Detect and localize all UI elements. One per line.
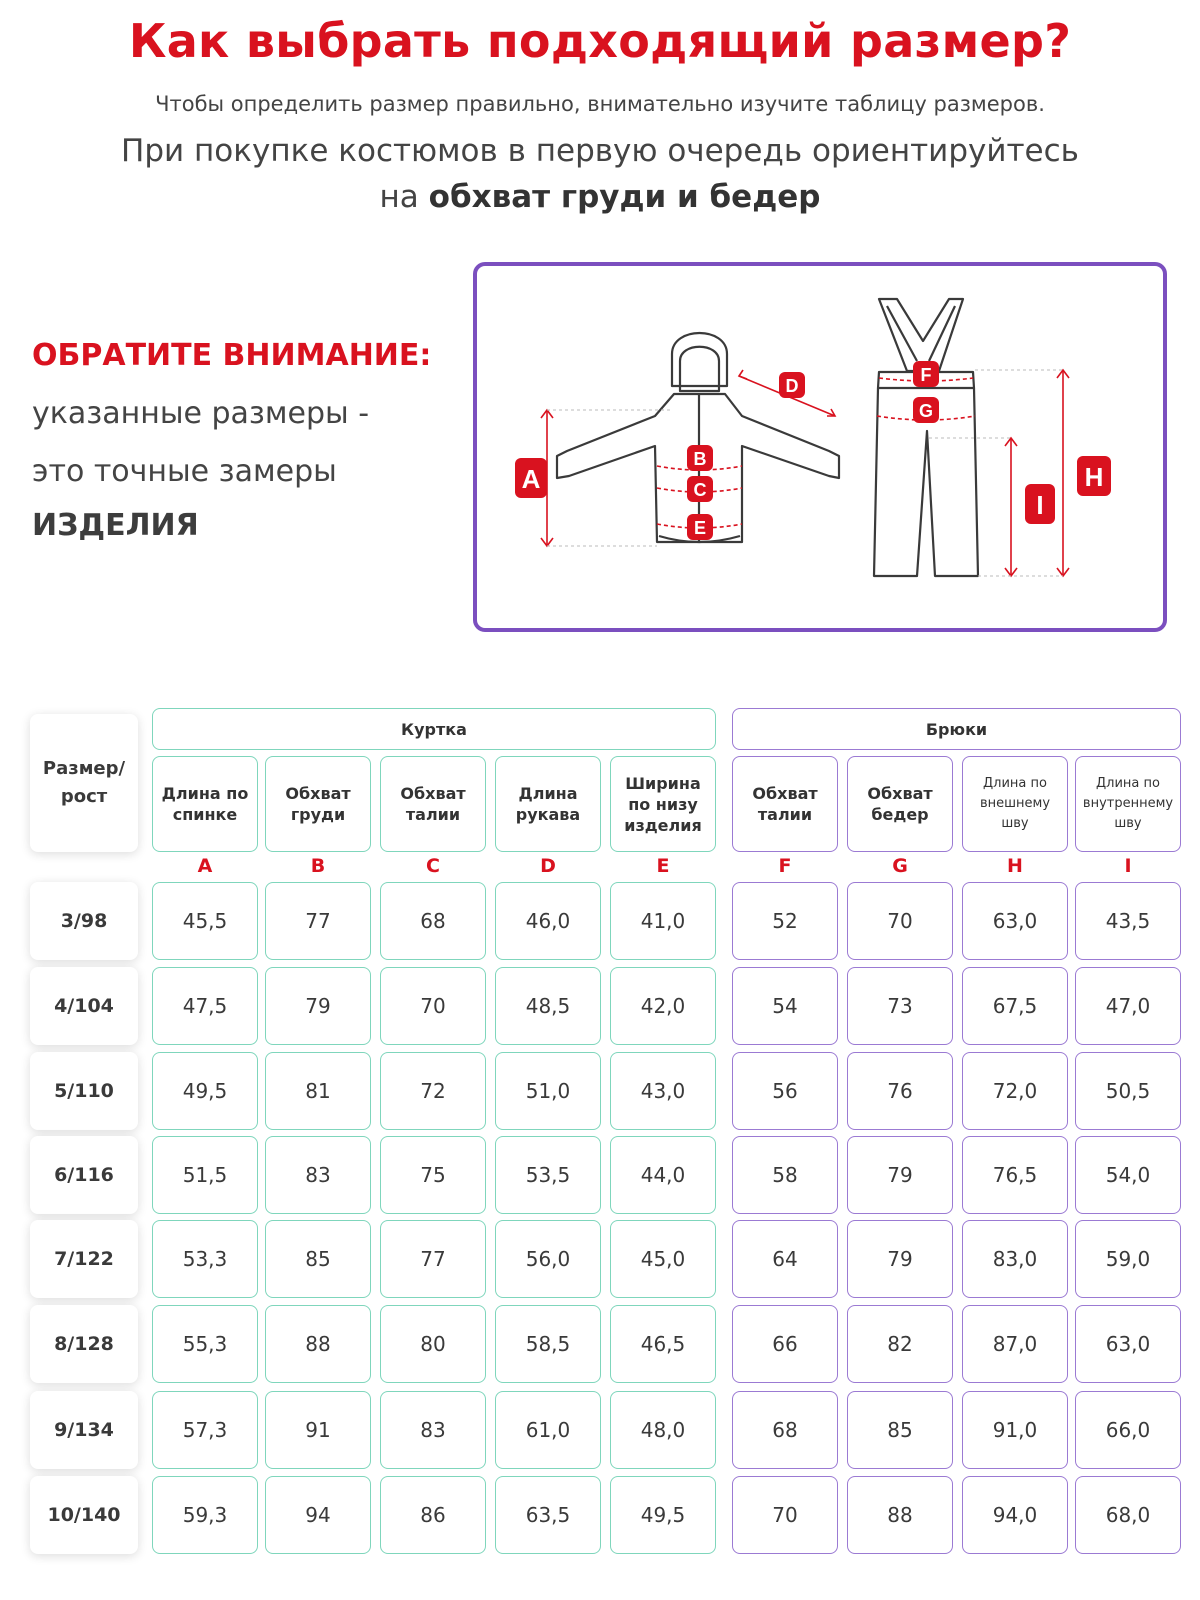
table-cell: 54,0 [1075,1136,1181,1214]
table-cell: 94 [265,1476,371,1554]
table-cell: 41,0 [610,882,716,960]
table-cell: 64 [732,1220,838,1298]
table-cell: 66 [732,1305,838,1383]
table-cell: 45,0 [610,1220,716,1298]
table-cell: 63,0 [1075,1305,1181,1383]
table-cell: 68,0 [1075,1476,1181,1554]
column-letter: F [778,855,792,877]
column-header: Обхват талии [732,756,838,852]
table-cell: 42,0 [610,967,716,1045]
measurement-diagram [473,262,1167,632]
column-letter: B [310,855,326,877]
page-title: Как выбрать подходящий размер? [128,14,1072,68]
pants-group-header: Брюки [732,708,1181,750]
table-cell: 70 [732,1476,838,1554]
label-b: B [693,449,707,469]
table-cell: 54 [732,967,838,1045]
column-letter: A [197,855,213,877]
column-header: Длина по спинке [152,756,258,852]
table-cell: 77 [380,1220,486,1298]
table-cell: 51,5 [152,1136,258,1214]
table-cell: 59,0 [1075,1220,1181,1298]
label-a: A [521,464,541,494]
table-cell: 83 [380,1391,486,1469]
table-cell: 45,5 [152,882,258,960]
table-cell: 63,5 [495,1476,601,1554]
lead-bold: обхват груди и бедер [428,179,821,215]
table-cell: 82 [847,1305,953,1383]
column-header: Обхват бедер [847,756,953,852]
page-subtitle: Чтобы определить размер правильно, внимательно изучите таблицу размеров. [155,92,1045,116]
table-cell: 46,0 [495,882,601,960]
size-label: 3/98 [30,882,138,960]
table-cell: 59,3 [152,1476,258,1554]
column-header: Ширина по низу изделия [610,756,716,852]
table-cell: 75 [380,1136,486,1214]
label-c: C [693,480,707,500]
table-cell: 51,0 [495,1052,601,1130]
table-cell: 83,0 [962,1220,1068,1298]
column-letter: I [1124,855,1132,877]
column-header: Длина по внешнему шву [962,756,1068,852]
table-cell: 57,3 [152,1391,258,1469]
table-cell: 56,0 [495,1220,601,1298]
size-column-header: Размер/ рост [30,714,138,852]
table-cell: 85 [265,1220,371,1298]
table-cell: 72,0 [962,1052,1068,1130]
table-cell: 53,5 [495,1136,601,1214]
table-cell: 43,0 [610,1052,716,1130]
table-cell: 67,5 [962,967,1068,1045]
attention-block [32,338,452,551]
table-cell: 61,0 [495,1391,601,1469]
table-cell: 68 [732,1391,838,1469]
column-header: Длина рукава [495,756,601,852]
attention-line-2: это точные замеры [32,454,337,489]
column-header: Обхват груди [265,756,371,852]
attention-heading: ОБРАТИТЕ ВНИМАНИЕ: [32,338,432,373]
table-cell: 76,5 [962,1136,1068,1214]
size-label: 6/116 [30,1136,138,1214]
table-cell: 49,5 [152,1052,258,1130]
size-label: 9/134 [30,1391,138,1469]
column-header: Обхват талии [380,756,486,852]
table-cell: 79 [265,967,371,1045]
label-g: G [918,401,934,421]
table-cell: 56 [732,1052,838,1130]
table-cell: 79 [847,1136,953,1214]
table-cell: 53,3 [152,1220,258,1298]
label-d: D [785,376,799,396]
table-cell: 48,5 [495,967,601,1045]
table-cell: 52 [732,882,838,960]
lead-line-2 [0,174,1200,220]
attention-line-1: указанные размеры - [32,396,370,431]
table-cell: 66,0 [1075,1391,1181,1469]
label-h: H [1084,462,1104,492]
size-label: 5/110 [30,1052,138,1130]
table-cell: 86 [380,1476,486,1554]
column-header: Длина по внутреннему шву [1075,756,1181,852]
table-cell: 83 [265,1136,371,1214]
lead-line-1: При покупке костюмов в первую очередь ориентируйтесь [121,133,1079,169]
table-cell: 47,5 [152,967,258,1045]
column-letter: E [656,855,670,877]
table-cell: 43,5 [1075,882,1181,960]
table-cell: 55,3 [152,1305,258,1383]
table-cell: 70 [380,967,486,1045]
table-cell: 94,0 [962,1476,1068,1554]
table-cell: 80 [380,1305,486,1383]
label-f: F [920,365,932,385]
table-cell: 49,5 [610,1476,716,1554]
table-cell: 44,0 [610,1136,716,1214]
table-cell: 72 [380,1052,486,1130]
column-letter: G [892,855,908,877]
attention-line-3: ИЗДЕЛИЯ [32,508,199,543]
size-label: 4/104 [30,967,138,1045]
column-letter: H [1007,855,1023,877]
table-cell: 47,0 [1075,967,1181,1045]
measurement-labels [477,266,1163,628]
table-cell: 88 [265,1305,371,1383]
lead-prefix: на [379,179,429,215]
table-cell: 46,5 [610,1305,716,1383]
size-label: 10/140 [30,1476,138,1554]
table-cell: 85 [847,1391,953,1469]
label-e: E [693,518,707,538]
table-cell: 68 [380,882,486,960]
label-i: I [1036,490,1044,520]
table-cell: 73 [847,967,953,1045]
table-cell: 91 [265,1391,371,1469]
table-cell: 48,0 [610,1391,716,1469]
column-letter: D [540,855,556,877]
table-cell: 58,5 [495,1305,601,1383]
table-cell: 50,5 [1075,1052,1181,1130]
table-cell: 70 [847,882,953,960]
table-cell: 77 [265,882,371,960]
jacket-group-header: Куртка [152,708,716,750]
table-cell: 79 [847,1220,953,1298]
size-label: 7/122 [30,1220,138,1298]
column-letter: C [426,855,440,877]
table-cell: 91,0 [962,1391,1068,1469]
table-cell: 81 [265,1052,371,1130]
table-cell: 87,0 [962,1305,1068,1383]
table-cell: 76 [847,1052,953,1130]
lead-text [0,128,1200,220]
size-label: 8/128 [30,1305,138,1383]
table-cell: 58 [732,1136,838,1214]
table-cell: 63,0 [962,882,1068,960]
table-cell: 88 [847,1476,953,1554]
